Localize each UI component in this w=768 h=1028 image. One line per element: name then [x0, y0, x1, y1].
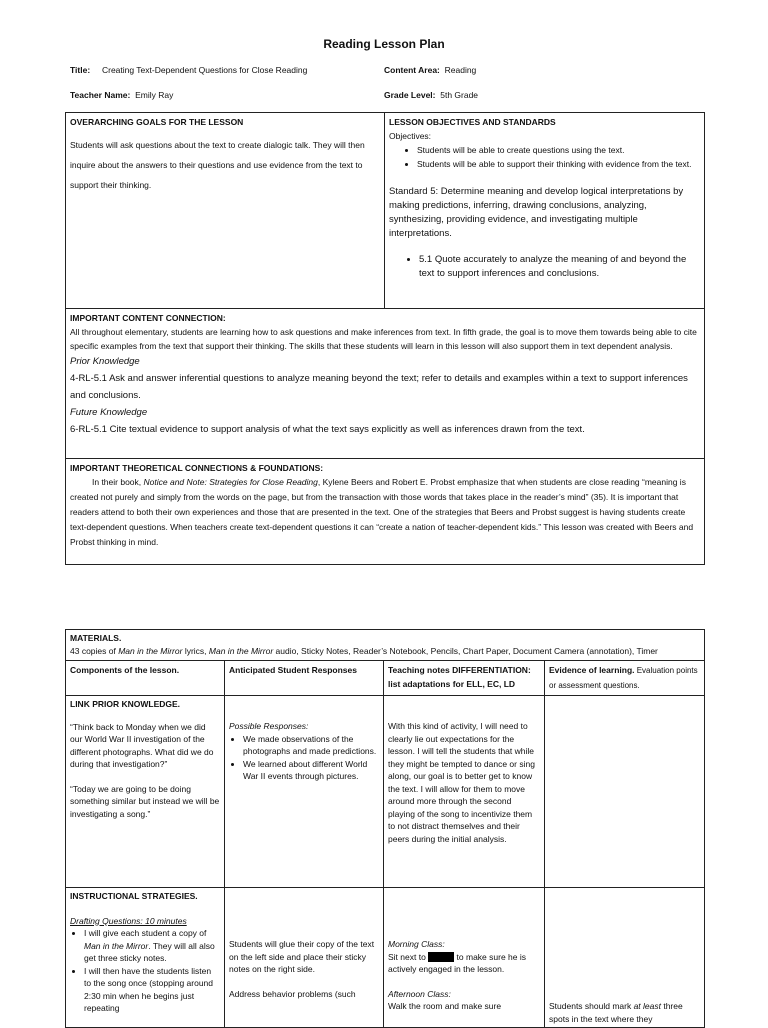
objectives-header: LESSON OBJECTIVES AND STANDARDS: [389, 117, 556, 127]
afternoon-class-text: Walk the room and make sure: [388, 1001, 502, 1011]
teacher-line: [70, 90, 173, 100]
future-knowledge-label: Future Knowledge: [70, 407, 148, 418]
morning-class-text: [388, 951, 540, 976]
theory-body: , Kylene Beers and Robert E. Probst emphasize that when students are close reading “meaning is created not purely and simply from the words on the page, but from the transaction with those words that takes place in the reader’s mind” (35). It is important that readers attend to both their own experiences and those that are presented in the text. One of the strategies that Beers and Probst suggest is having students create text-dependent questions. When teachers create text-dependent questions it can “create a nation of teacher-dependent kids.” This lesson was created with Beers and Probst thinking in mind.: [70, 477, 694, 547]
link-notes-text: With this kind of activity, I will need to clearly lie out expectations for the lesson. I will tell the students that while they might be tempted to dance or sing along, our goal is to better get to know the text. I will allow for them to move around more through the second playing of the song to incentivize them to not distract themselves and their peers during the initial analysis.: [388, 721, 535, 844]
drafting-questions-label: Drafting Questions: 10 minutes: [70, 915, 187, 926]
evidence-post: three spots in the text where they: [549, 1001, 683, 1024]
goals-text: Students will ask questions about the text to create dialogic talk. They will then inquire about the answers to their questions and use evidence from the text to support their thinking.: [70, 140, 365, 190]
teacher-value: Emily Ray: [135, 90, 174, 100]
link-prior-header: LINK PRIOR KNOWLEDGE.: [70, 699, 181, 709]
link-prior-cell: [66, 696, 225, 888]
teacher-label: Teacher Name:: [70, 90, 131, 100]
instruction-1-post: . They will all also get three sticky notes.: [84, 940, 215, 963]
standard-text: Standard 5: Determine meaning and develop logical interpretations by making predictions, inferring, drawing conclusions, analyzing, synthesizing, providing evidence, and investigating multiple interpretations.: [389, 186, 684, 239]
evidence-em: at least: [633, 1001, 661, 1011]
grade-label: Grade Level:: [384, 90, 436, 100]
theory-text: [70, 475, 700, 550]
content-text: All throughout elementary, students are learning how to ask questions and make inferences from text. In fifth grade, the goal is to move them towards being able to cite specific examples from the text that support their thinking. The skills that these students will learn in this lesson will also support them in text dependent analysis.: [70, 327, 697, 351]
instruction-1-song: Man in the Mirror: [84, 940, 149, 951]
grade-value: 5th Grade: [440, 90, 479, 100]
col-header-responses: Anticipated Student Responses: [225, 661, 384, 696]
instructional-responses-cell: [225, 888, 384, 1028]
response-item: • We learned about different World War II events through pictures.: [243, 758, 379, 783]
objectives-cell: [385, 113, 705, 309]
morning-post: to make sure he is actively engaged in the lesson.: [388, 951, 526, 974]
materials-cell: [66, 630, 705, 661]
theory-header: IMPORTANT THEORETICAL CONNECTIONS & FOUNDATIONS:: [70, 463, 324, 473]
materials-mid: lyrics,: [182, 646, 209, 656]
materials-rest: audio, Sticky Notes, Reader’s Notebook, Pencils, Chart Paper, Document Camera (annotation), Timer: [273, 646, 658, 656]
content-area-line: [384, 65, 476, 75]
theory-book-title: Notice and Note: Strategies for Close Reading: [143, 477, 318, 487]
instructional-evidence-cell: [545, 888, 705, 1028]
response-item: • We made observations of the photographs and made predictions.: [243, 733, 379, 758]
morning-pre: Sit next to: [388, 951, 429, 962]
prior-knowledge-text: 4-RL-5.1 Ask and answer inferential questions to analyze meaning beyond the text; refer to details and examples within a text to support inferences and conclusions.: [70, 373, 688, 401]
prior-knowledge-label: Prior Knowledge: [70, 356, 140, 367]
goals-header: OVERARCHING GOALS FOR THE LESSON: [70, 117, 244, 127]
instruction-item: [84, 927, 220, 965]
lesson-table-top: [65, 112, 705, 565]
link-evidence-cell: [545, 696, 705, 888]
theory-pre: In their book,: [92, 477, 144, 487]
goals-cell: [66, 113, 385, 309]
objective-item: • Students will be able to create questions using the text.: [417, 143, 700, 157]
materials-song-2: Man in the Mirror: [208, 646, 274, 656]
title-label: Title:: [70, 65, 91, 75]
future-knowledge-text: 6-RL-5.1 Cite textual evidence to support analysis of what the text says explicitly as well as inferences drawn from the text.: [70, 424, 585, 435]
possible-responses-cell: [225, 696, 384, 888]
objective-item: • Students will be able to support their thinking with evidence from the text.: [417, 157, 700, 171]
instruction-item: • I will then have the students listen to the song once (stopping around 2:30 min when he begins just repeating: [84, 965, 220, 1015]
page-title: Reading Lesson Plan: [323, 37, 445, 51]
materials-header: MATERIALS.: [70, 633, 122, 643]
link-notes-cell: [384, 696, 545, 888]
lesson-table-bottom: [65, 629, 705, 1028]
morning-class-label: Morning Class:: [388, 939, 445, 949]
instructional-header: INSTRUCTIONAL STRATEGIES.: [70, 891, 198, 901]
col-header-evidence: [545, 661, 705, 696]
materials-song-1: Man in the Mirror: [118, 646, 183, 656]
link-question-1: “Think back to Monday when we did our World War II investigation of the different photographs. What did we do during that investigation?”: [70, 721, 214, 769]
col-header-evidence-bold: Evidence of learning.: [549, 665, 635, 675]
instructional-cell: [66, 888, 225, 1028]
evidence-text: [549, 1000, 700, 1025]
redaction-block: [428, 952, 454, 962]
instruction-1-pre: I will give each student a copy of: [84, 928, 207, 938]
evidence-pre: Students should mark: [549, 1001, 634, 1011]
col-header-components: Components of the lesson.: [66, 661, 225, 696]
standard-item: • 5.1 Quote accurately to analyze the meaning of and beyond the text to support inferences and conclusions.: [419, 253, 700, 281]
materials-pre: 43 copies of: [70, 646, 119, 656]
instructional-notes-cell: [384, 888, 545, 1028]
theory-cell: [66, 459, 705, 565]
content-connection-cell: [66, 309, 705, 459]
instructional-response-text: Students will glue their copy of the text on the left side and place their sticky notes on the right side.: [229, 939, 375, 974]
grade-line: [384, 90, 478, 100]
col-header-evidence-rest: Evaluation points or assessment questions.: [549, 666, 698, 690]
content-header: IMPORTANT CONTENT CONNECTION:: [70, 313, 226, 323]
title-value: Creating Text-Dependent Questions for Close Reading: [101, 65, 308, 75]
content-area-value: Reading: [444, 65, 477, 75]
objectives-sub: Objectives:: [389, 131, 432, 141]
instructional-response-text-2: Address behavior problems (such: [229, 988, 356, 999]
link-question-2: “Today we are going to be doing something similar but instead we will be investigating a song.”: [70, 783, 220, 819]
content-area-label: Content Area:: [384, 65, 440, 75]
title-line: [70, 65, 307, 75]
afternoon-class-label: Afternoon Class:: [388, 988, 451, 999]
possible-responses-label: Possible Responses:: [229, 721, 309, 731]
col-header-notes: Teaching notes DIFFERENTIATION: list adaptations for ELL, EC, LD: [384, 661, 545, 696]
